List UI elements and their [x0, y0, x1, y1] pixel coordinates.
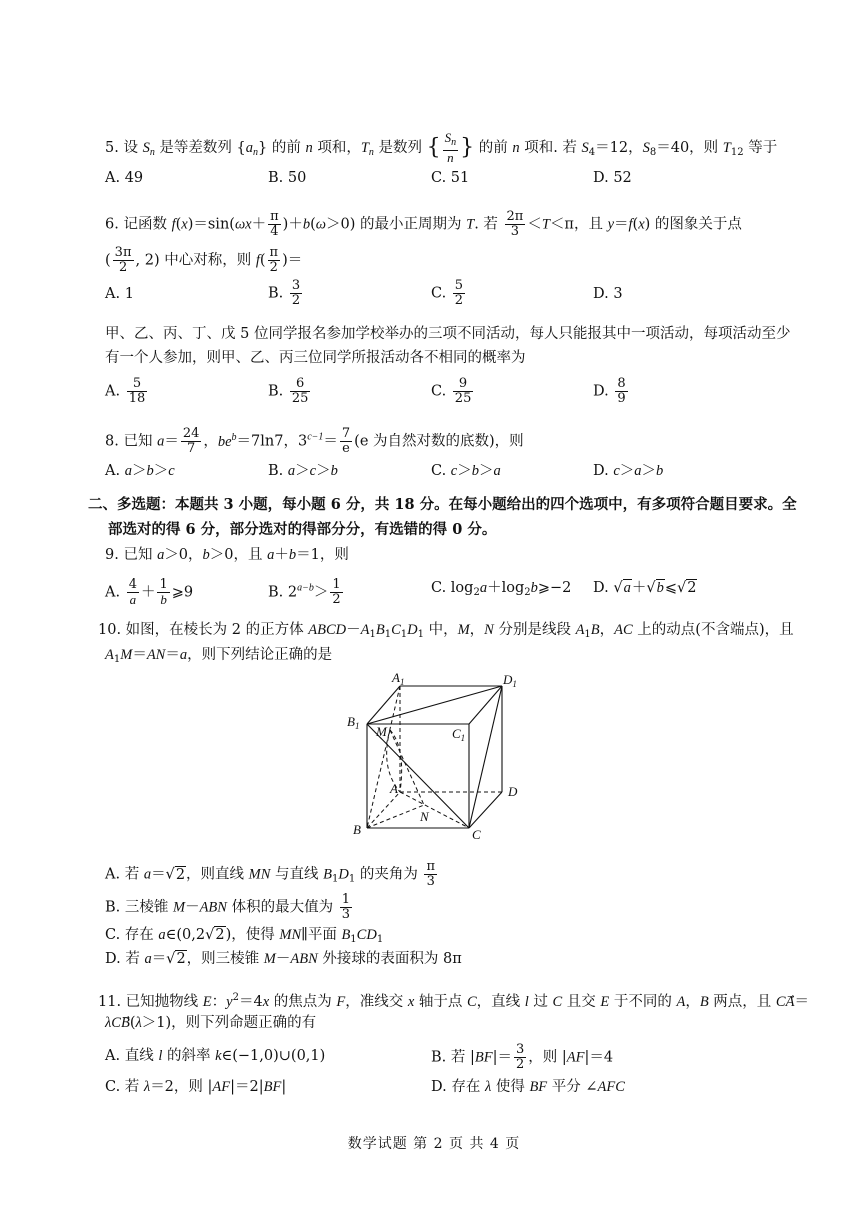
q7-line1: 甲、乙、丙、丁、戊 5 位同学报名参加学校举办的三项不同活动，每人只能报其中一项活动，每项活动至少 — [105, 326, 791, 342]
q8-option-c: C. c＞b＞a — [431, 463, 501, 479]
q11-line2: λCB⃗(λ＞1)，则下列命题正确的有 — [105, 1015, 317, 1031]
q11-option-d: D. 存在 λ 使得 BF 平分 ∠AFC — [431, 1079, 625, 1095]
q8-stem: 8. 已知 a＝ $\frac{24}{7}$ ，$be^b=7\ln 7$，$3^{c-1}=$ $\frac{7}{e}$ (e 为自然对数的底数)，则 — [105, 426, 524, 456]
q9-option-c: C. $\log_2a+\log_2b⩾-2$ — [431, 580, 572, 598]
svg-text:C: C — [472, 827, 481, 842]
q10-option-b: B. 三棱锥 M－ABN 体积的最大值为 $\frac{1}{3}$ — [105, 892, 350, 922]
q9-stem: 9. 已知 a＞0，b＞0，且 a＋b＝1，则 — [105, 547, 349, 563]
q11-option-a: A. 直线 l 的斜率 k∈(−1,0)∪(0,1) — [105, 1048, 326, 1064]
q11-line1: 11. 已知抛物线 E：$y^2=4x$ 的焦点为 F，准线交 x 轴于点 C，直线 l 过 C 且交 E 于不同的 A，B 两点，且 CA⃗＝ — [98, 992, 809, 1010]
q5-option-d: D. 52 — [593, 170, 632, 186]
q10-option-a: A. 若 a＝√2，则直线 MN 与直线 $B_1D_1$ 的夹角为 $\frac{\pi}{3}$ — [105, 859, 435, 889]
page-footer: 数学试题 第 2 页 共 4 页 — [347, 1136, 521, 1152]
q8-option-d: D. c＞a＞b — [593, 463, 664, 479]
section2-heading-line1: 二、多选题：本题共 3 小题，每小题 6 分，共 18 分。在每小题给出的四个选项中，有多项符合题目要求。全 — [88, 496, 797, 513]
svg-text:B1: $B_1$ — [347, 714, 360, 731]
q9-option-b: B. $2^{a-b}>$ $\frac{1}{2}$ — [268, 577, 341, 607]
q5-option-b: B. 50 — [268, 170, 307, 186]
svg-text:N: N — [420, 809, 429, 824]
svg-text:B: B — [353, 822, 361, 837]
q10-option-d: D. 若 a＝√2，则三棱锥 M－ABN 外接球的表面积为 8π — [105, 951, 462, 967]
svg-text:A: A — [390, 781, 398, 796]
q5-stem: 5. 设 $S_n$ 是等差数列 $\{a_n\}$ 的前 n 项和，$T_n$ 是数列 { $\frac{S_n}{n}$ } 的前 n 项和. 若 $S_4=12$，$S_8=40$，则 $T_{12}$ 等于 — [105, 130, 778, 165]
q8-option-a: A. a＞b＞c — [105, 463, 175, 479]
section2-heading-line2: 部选对的得 6 分，部分选对的得部分分，有选错的得 0 分。 — [108, 521, 497, 538]
q7-option-a: A. $\frac{5}{18}$ — [105, 376, 146, 406]
q6-option-a: A. 1 — [105, 286, 134, 302]
q5-option-c: C. 51 — [431, 170, 470, 186]
q6-line1: 6. 记函数 f(x)＝sin(ωx＋ $\frac{\pi}{4}$ )＋b(ω＞0) 的最小正周期为 T. 若 $\frac{2\pi}{3}$ ＜T＜π，且 y＝f(x) 的图象关于点 — [105, 209, 742, 239]
q6-line2: ( $\frac{3\pi}{2}$ , 2) 中心对称，则 f( $\frac{\pi}{2}$ )＝ — [105, 245, 303, 275]
svg-text:M: M — [376, 724, 387, 739]
q5-option-a: A. 49 — [105, 170, 144, 186]
q9-option-d: D. √a＋√b⩽√2 — [593, 580, 697, 596]
cube-figure — [340, 668, 530, 846]
q10-line1: 10. 如图，在棱长为 2 的正方体 $ABCD-A_1B_1C_1D_1$ 中，M，N 分别是线段 $A_1B$，AC 上的动点(不含端点)，且 — [98, 622, 794, 640]
q5-number: 5. — [105, 140, 119, 156]
svg-text:D1: $D_1$ — [503, 672, 517, 689]
q7-option-d: D. $\frac{8}{9}$ — [593, 376, 626, 406]
q6-option-b: B. $\frac{3}{2}$ — [268, 278, 301, 308]
q7-line2: 有一个人参加，则甲、乙、丙三位同学所报活动各不相同的概率为 — [105, 350, 526, 366]
q7-option-b: B. $\frac{6}{25}$ — [268, 376, 309, 406]
q10-option-c: C. 存在 a∈(0,2√2)，使得 MN∥平面 $B_1CD_1$ — [105, 927, 384, 945]
q6-option-d: D. 3 — [593, 286, 623, 302]
q10-line2: $A_1M=AN=a$，则下列结论正确的是 — [105, 647, 333, 665]
svg-text:A1: $A_1$ — [392, 670, 405, 687]
q6-option-c: C. $\frac{5}{2}$ — [431, 278, 464, 308]
q8-option-b: B. a＞c＞b — [268, 463, 338, 479]
q7-option-c: C. $\frac{9}{25}$ — [431, 376, 472, 406]
q11-option-c: C. 若 λ＝2，则 |AF|＝2|BF| — [105, 1079, 287, 1095]
svg-text:C1: $C_1$ — [452, 726, 466, 743]
svg-text:D: D — [508, 784, 518, 799]
q9-option-a: A. $\frac{4}{a}$ ＋ $\frac{1}{b}$ ⩾9 — [105, 577, 194, 607]
q11-option-b: B. 若 |BF|＝ $\frac{3}{2}$ ，则 |AF|＝4 — [431, 1042, 614, 1072]
